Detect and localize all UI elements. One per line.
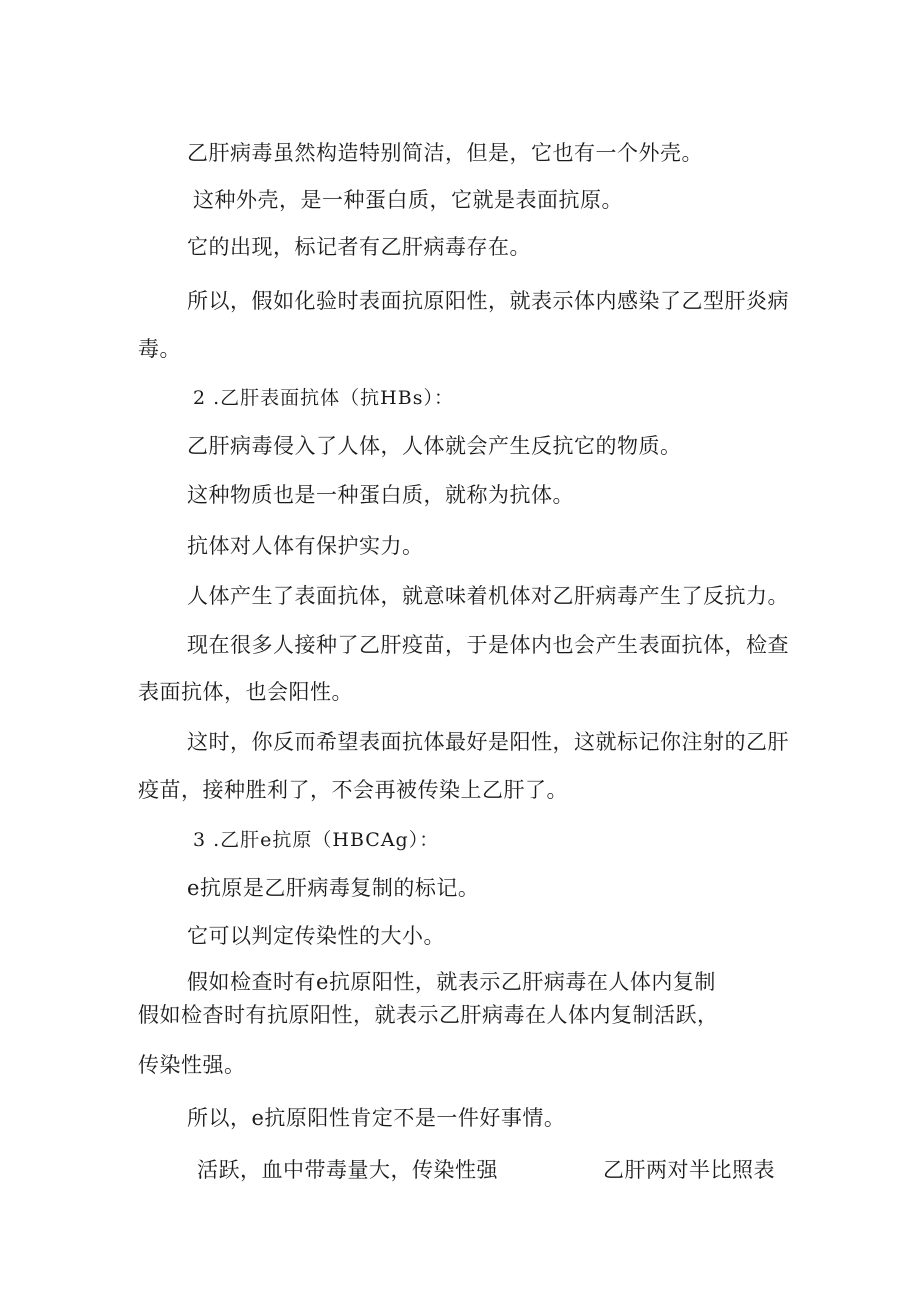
paragraph-line: e抗原是乙肝病毒复制的标记。 [187,876,480,900]
paragraph-line: 它的出现，标记者有乙肝病毒存在。 [187,235,531,259]
paragraph-line: 所以，e抗原阳性肯定不是一件好事情。 [187,1106,566,1130]
section-heading: 2 .乙肝表面抗体（抗HBs）： [193,387,454,409]
paragraph-line: 表面抗体，也会阳性。 [138,680,353,704]
paragraph-line: 这时，你反而希望表面抗体最好是阳性，这就标记你注射的乙肝 [187,730,789,754]
paragraph-line: 传染性强。 [138,1053,246,1077]
paragraph-line: 乙肝病毒虽然构造特别简洁，但是，它也有一个外壳。 [187,141,703,165]
paragraph-line: 它可以判定传染性的大小。 [187,924,445,948]
paragraph-line: 假如检查时有e抗原阳性，就表示乙肝病毒在人体内复制 [187,970,716,994]
table-caption: 乙肝两对半比照表 [603,1158,775,1182]
paragraph-line: 疫苗，接种胜利了，不会再被传染上乙肝了。 [138,778,568,802]
paragraph-line: 乙肝病毒侵入了人体，人体就会产生反抗它的物质。 [187,434,682,458]
paragraph-line: 活跃，血中带毒量大，传染性强 [197,1158,498,1182]
paragraph-line: 抗体对人体有保护实力。 [187,534,424,558]
paragraph-line: 人体产生了表面抗体，就意味着机体对乙肝病毒产生了反抗力。 [187,584,789,608]
paragraph-line: 现在很多人接种了乙肝疫苗，于是体内也会产生表面抗体，检查 [187,633,789,657]
paragraph-line: 这种外壳，是一种蛋白质，它就是表面抗原。 [193,188,623,212]
paragraph-line: 假如检杳时有抗原阳性，就表示乙肝病毒在人体内复制活跃， [138,1003,719,1027]
paragraph-line: 这种物质也是一种蛋白质，就称为抗体。 [187,483,574,507]
paragraph-line: 所以，假如化验时表面抗原阳性，就表示体内感染了乙型肝炎病 [187,289,789,313]
section-heading: 3 .乙肝e抗原（HBCAg）： [193,829,440,851]
paragraph-line: 毒。 [138,337,181,361]
